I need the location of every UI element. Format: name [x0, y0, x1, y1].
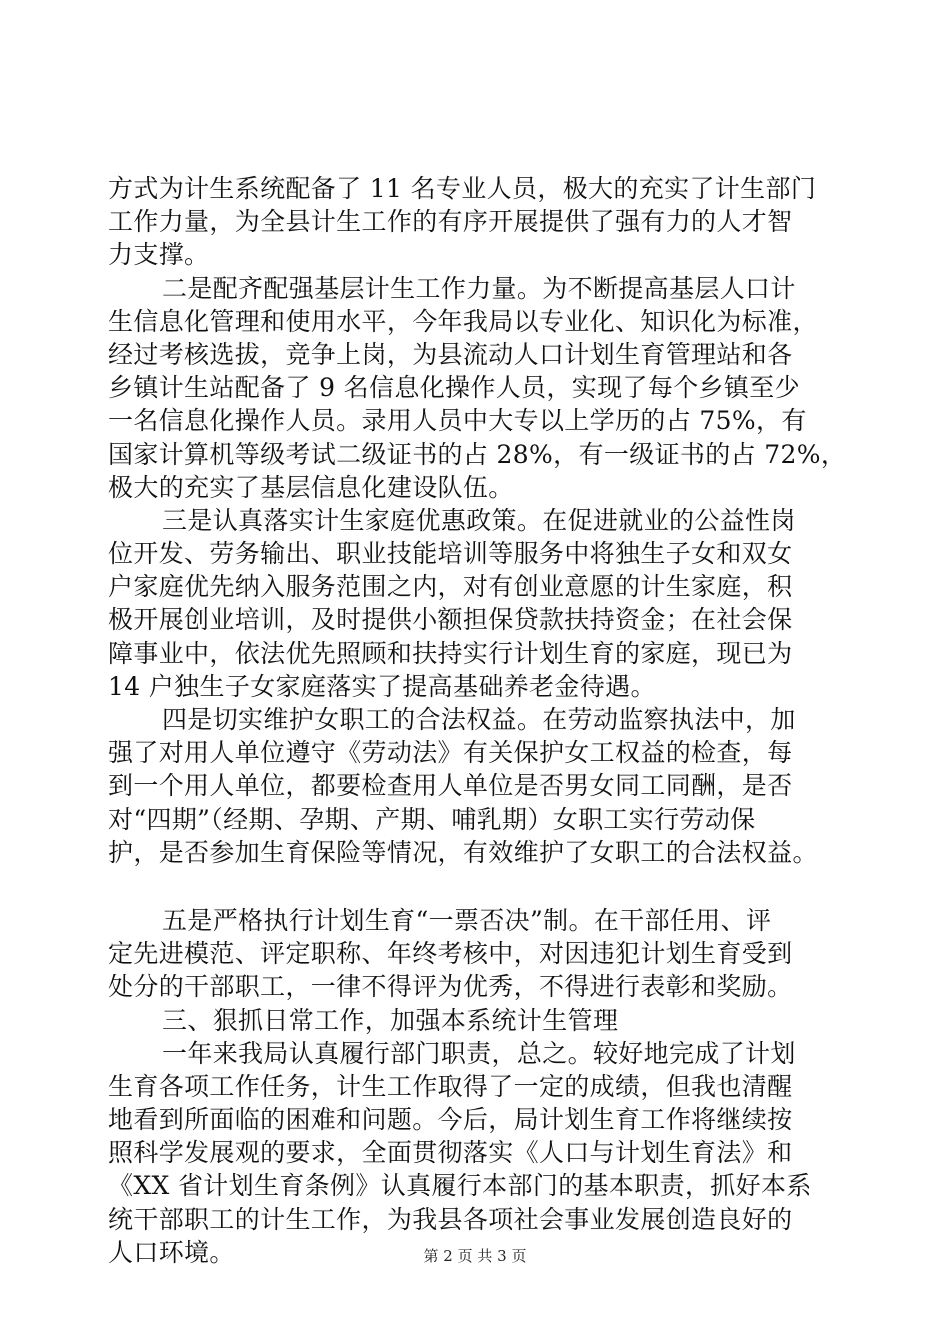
text-line: 强了对用人单位遵守《劳动法》有关保护女工权益的检查，每	[108, 738, 793, 768]
text-line: 14 户独生子女家庭落实了提高基础养老金待遇。	[108, 671, 656, 701]
text-line: 位开发、劳务输出、职业技能培训等服务中将独生子女和双女	[108, 539, 793, 569]
text-line: 人口环境。	[108, 1237, 235, 1267]
text-line: 障事业中，依法优先照顾和扶持实行计划生育的家庭，现已为	[108, 638, 793, 668]
text-line: 统干部职工的计生工作，为我县各项社会事业发展创造良好的	[108, 1204, 793, 1234]
text-line: 二是配齐配强基层计生工作力量。为不断提高基层人口计	[162, 273, 796, 303]
text-line: 生信息化管理和使用水平，今年我局以专业化、知识化为标准，	[108, 306, 818, 336]
text-line: 护，是否参加生育保险等情况，有效维护了女职工的合法权益。	[108, 837, 818, 867]
text-line: 极开展创业培训，及时提供小额担保贷款扶持资金；在社会保	[108, 605, 793, 635]
text-line: 定先进模范、评定职称、年终考核中，对因违犯计划生育受到	[108, 939, 793, 969]
text-line: 工作力量，为全县计生工作的有序开展提供了强有力的人才智	[108, 207, 793, 237]
text-line: 处分的干部职工，一律不得评为优秀，不得进行表彰和奖励。	[108, 972, 793, 1002]
text-line: 地看到所面临的困难和问题。今后，局计划生育工作将继续按	[108, 1105, 793, 1135]
text-line: 到一个用人单位，都要检查用人单位是否男女同工同酬，是否	[108, 771, 793, 801]
text-line: 一年来我局认真履行部门职责，总之。较好地完成了计划	[162, 1038, 796, 1068]
text-line: 极大的充实了基层信息化建设队伍。	[108, 472, 514, 502]
text-line: 生育各项工作任务，计生工作取得了一定的成绩，但我也清醒	[108, 1071, 793, 1101]
text-line: 《XX 省计划生育条例》认真履行本部门的基本职责，抓好本系	[108, 1171, 812, 1201]
document-body	[108, 172, 853, 1269]
page-footer: 第 2 页 共 3 页	[423, 1247, 527, 1265]
text-line: 四是切实维护女职工的合法权益。在劳动监察执法中，加	[162, 705, 796, 734]
text-line: 方式为计生系统配备了 11 名专业人员，极大的充实了计生部门	[108, 174, 817, 203]
text-line: 经过考核选拔，竞争上岗，为县流动人口计划生育管理站和各	[108, 339, 793, 369]
text-line: 国家计算机等级考试二级证书的占 28%，有一级证书的占 72%，	[108, 439, 847, 469]
text-line: 户家庭优先纳入服务范围之内，对有创业意愿的计生家庭，积	[108, 572, 793, 602]
text-line: 一名信息化操作人员。录用人员中大专以上学历的占 75%，有	[108, 406, 807, 436]
text-line: 三是认真落实计生家庭优惠政策。在促进就业的公益性岗	[162, 505, 796, 535]
text-line: 乡镇计生站配备了 9 名信息化操作人员，实现了每个乡镇至少	[108, 373, 800, 403]
paragraph-gap	[108, 869, 853, 904]
text-line: 力支撑。	[108, 240, 210, 270]
text-line: 三、狠抓日常工作，加强本系统计生管理	[162, 1005, 619, 1035]
text-line: 对“四期”（经期、孕期、产期、哺乳期）女职工实行劳动保	[108, 804, 756, 834]
text-line: 照科学发展观的要求，全面贯彻落实《人口与计划生育法》和	[108, 1138, 793, 1168]
text-line: 五是严格执行计划生育“一票否决”制。在干部任用、评	[162, 905, 772, 935]
